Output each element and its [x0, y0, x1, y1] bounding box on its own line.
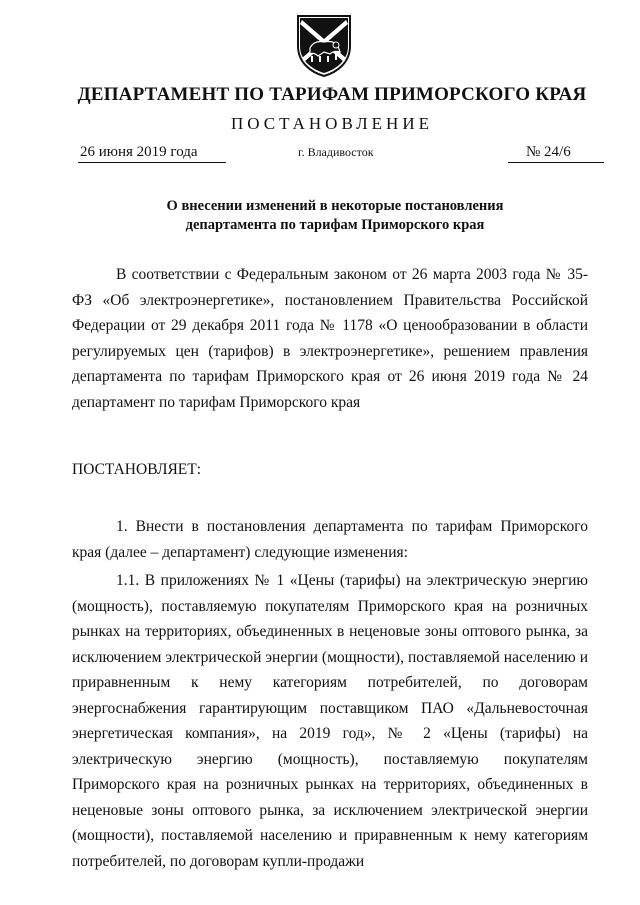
document-date: 26 июня 2019 года	[78, 144, 226, 163]
coat-of-arms-icon	[294, 12, 354, 78]
resolves-heading: ПОСТАНОВЛЯЕТ:	[72, 461, 202, 478]
subject-line-1: О внесении изменений в некоторые постановления	[166, 198, 504, 214]
document-city: г. Владивосток	[298, 145, 374, 159]
document-subject	[0, 197, 640, 235]
item-1-1-paragraph: 1.1. В приложениях № 1 «Цены (тарифы) на электрическую энергию (мощность), поставляемую покупателям Приморского края на розничных рынках на территориях, объединенных в неценовые зоны оптового рынка, за исключением электрической энергии (мощности), поставляемой населению и приравненным к нему категориям потребителей, по договорам энергоснабжения гарантирующим поставщиком ПАО «Дальневосточная энергетическая компания», на 2019 год», № 2 «Цены (тарифы) на электрическую энергию (мощность), поставляемую покупателям Приморского края на розничных рынках на территориях, объединенных в неценовые зоны оптового рынка, за исключением электрической энергии (мощности), поставляемой населению и приравненным к нему категориям потребителей, по договорам купли-продажи	[72, 572, 588, 870]
document-type: ПОСТАНОВЛЕНИЕ	[230, 114, 433, 133]
department-title: ДЕПАРТАМЕНТ ПО ТАРИФАМ ПРИМОРСКОГО КРАЯ	[77, 84, 587, 105]
subject-line-2: департамента по тарифам Приморского края	[185, 217, 485, 233]
document-number: № 24/6	[508, 144, 604, 163]
item-1-paragraph: 1. Внести в постановления департамента по тарифам Приморского края (далее – департамент) следующие изменения:	[72, 518, 588, 561]
preamble-paragraph: В соответствии с Федеральным законом от 26 марта 2003 года № 35-ФЗ «Об электроэнергетике», постановлением Правительства Российской Федерации от 29 декабря 2011 года № 1178 «О ценообразовании в области регулируемых цен (тарифов) в электроэнергетике», решением правления департамента по тарифам Приморского края от 26 июня 2019 года № 24 департамент по тарифам Приморского края	[72, 266, 588, 411]
